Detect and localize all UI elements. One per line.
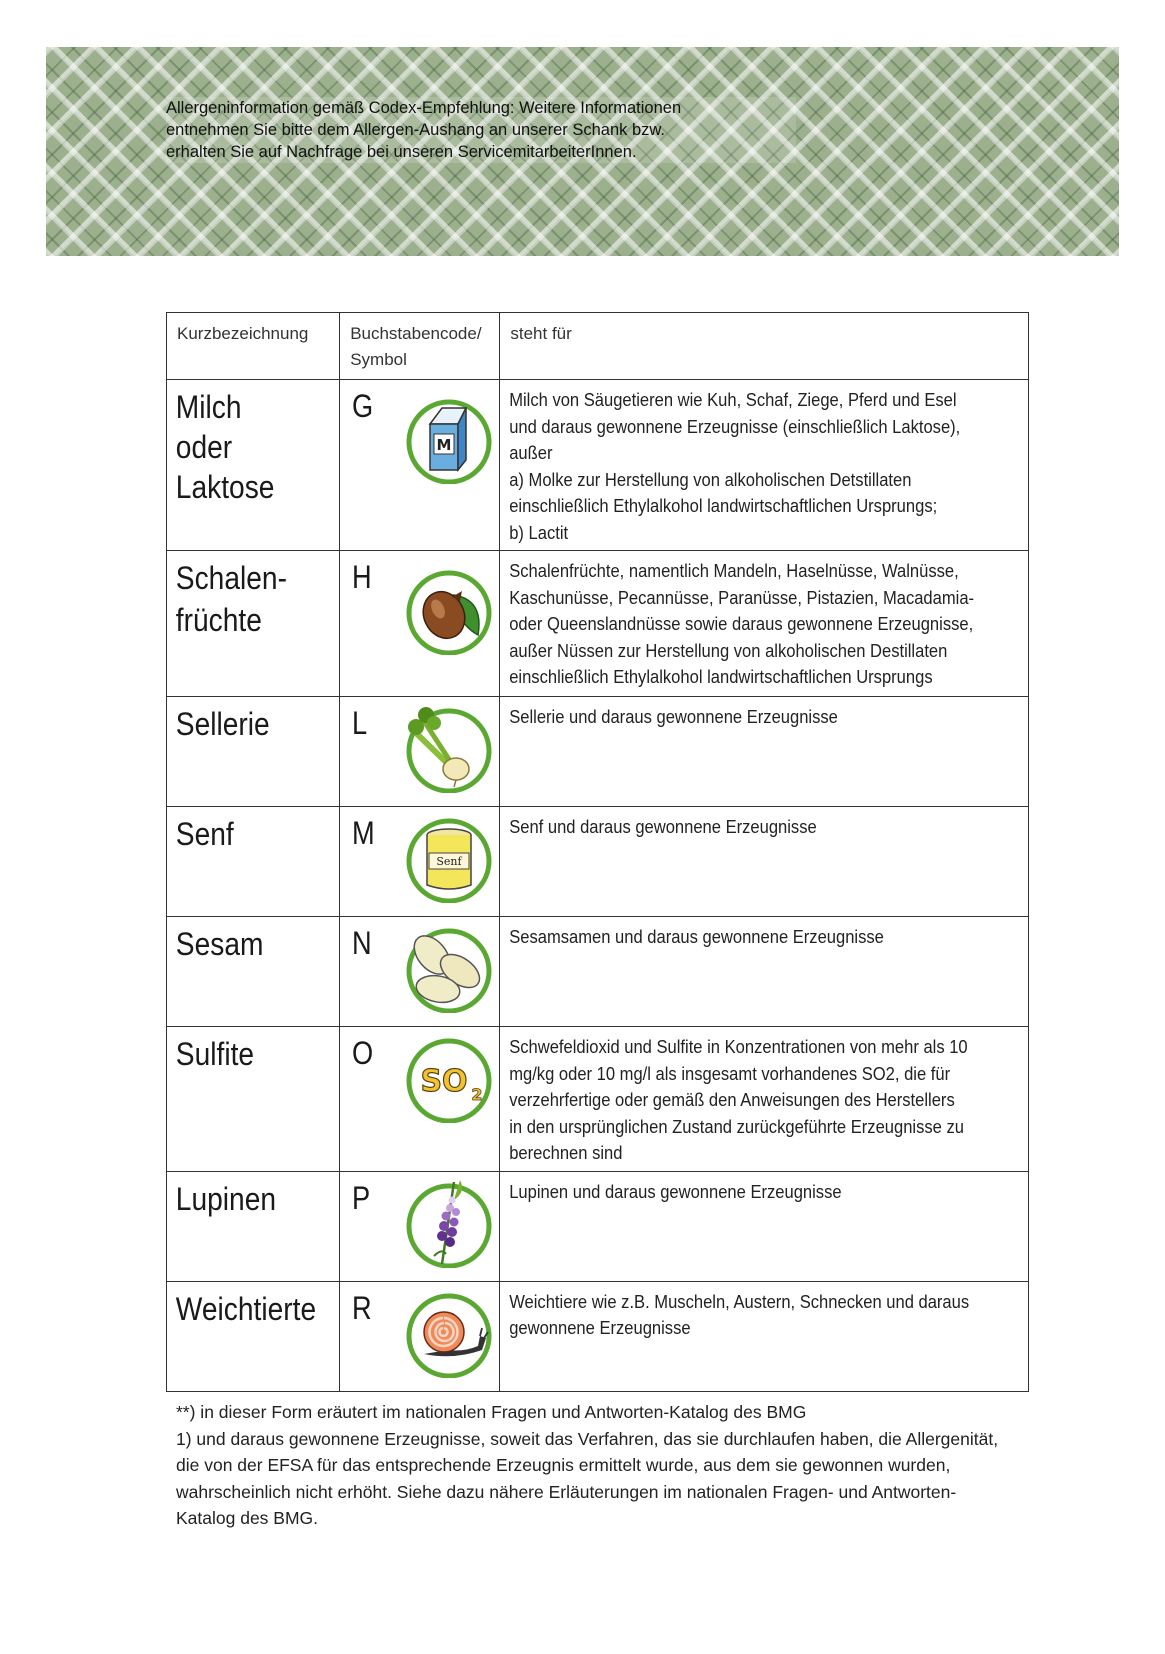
allergen-code-cell xyxy=(340,380,500,551)
celery-icon xyxy=(404,703,494,793)
allergen-name-cell xyxy=(167,697,340,807)
milk-carton-icon xyxy=(404,394,494,484)
snail-icon xyxy=(404,1288,494,1378)
so2-label: SO xyxy=(420,1064,468,1099)
header-kurzbezeichnung: Kurzbezeichnung xyxy=(167,313,340,380)
desc-line: verzehrfertige oder gemäß den Anweisungen des Herstellers xyxy=(509,1090,956,1110)
desc-line: außer Nüssen zur Herstellung von alkoholischen Destillaten xyxy=(509,640,948,661)
allergen-code: H xyxy=(352,559,372,595)
allergen-name: Schalen- xyxy=(175,560,287,596)
hazelnut-icon xyxy=(404,565,494,655)
table-row xyxy=(167,1027,1029,1172)
desc-line: Kaschunüsse, Pecannüsse, Paranüsse, Pistazien, Macadamia- xyxy=(509,587,975,608)
banner-line: Allergeninformation gemäß Codex-Empfehlung: Weitere Informationen xyxy=(166,99,682,117)
allergen-desc-cell xyxy=(500,380,1029,551)
allergen-name: Sellerie xyxy=(175,706,270,742)
desc-line: oder Queenslandnüsse sowie daraus gewonnene Erzeugnisse, xyxy=(509,614,974,634)
desc-line: Milch von Säugetieren wie Kuh, Schaf, Ziege, Pferd und Esel xyxy=(509,390,957,410)
banner-line: erhalten Sie auf Nachfrage bei unseren ServicemitarbeiterInnen. xyxy=(166,143,637,161)
mustard-jar-icon xyxy=(404,813,494,903)
allergen-code-cell xyxy=(340,1027,500,1172)
allergen-desc-cell xyxy=(500,1171,1029,1281)
allergen-desc-cell xyxy=(500,1027,1029,1172)
allergen-name-cell xyxy=(167,807,340,917)
banner-line: entnehmen Sie bitte dem Allergen-Aushang an unserer Schank bzw. xyxy=(166,121,665,139)
allergen-code-cell xyxy=(340,917,500,1027)
desc-line: in den ursprünglichen Zustand zurückgeführte Erzeugnisse zu xyxy=(509,1116,965,1137)
header-steht-fuer: steht für xyxy=(500,313,1029,380)
desc-line: außer xyxy=(509,443,553,463)
footnote-line: 1) und daraus gewonnene Erzeugnisse, soweit das Verfahren, das sie durchlaufen haben, die Allergenität, xyxy=(176,1428,999,1449)
allergen-name: oder xyxy=(175,429,233,465)
footnote-line: **) in dieser Form eräutert im nationalen Fragen und Antworten-Katalog des BMG xyxy=(176,1402,807,1422)
desc-line: Sesamsamen und daraus gewonnene Erzeugnisse xyxy=(509,927,885,947)
allergen-name: Senf xyxy=(175,816,234,852)
allergen-name: Laktose xyxy=(175,469,275,505)
desc-line: einschließlich Ethylalkohol landwirtschaftlichen Ursprungs; xyxy=(509,496,938,516)
allergen-table xyxy=(166,312,1029,1392)
allergen-name: Lupinen xyxy=(175,1180,277,1217)
table-row xyxy=(167,380,1029,551)
header-code: Buchstabencode/ Symbol xyxy=(340,313,500,380)
allergen-desc-cell xyxy=(500,1281,1029,1391)
desc-line: Schwefeldioxid und Sulfite in Konzentrationen von mehr als 10 xyxy=(509,1037,969,1057)
allergen-code: R xyxy=(352,1289,372,1326)
desc-line: Weichtiere wie z.B. Muscheln, Austern, Schnecken und daraus xyxy=(509,1291,970,1312)
desc-line: Lupinen und daraus gewonnene Erzeugnisse xyxy=(509,1181,842,1202)
so2-subscript: 2 xyxy=(471,1085,483,1104)
allergen-code-cell xyxy=(340,697,500,807)
allergen-name: Weichtierte xyxy=(175,1290,317,1327)
allergen-info-text xyxy=(166,97,796,163)
desc-line: einschließlich Ethylalkohol landwirtschaftlichen Ursprungs xyxy=(509,667,933,687)
lupine-flower-icon xyxy=(404,1178,494,1268)
desc-line: berechnen sind xyxy=(509,1143,623,1163)
desc-line: Schalenfrüchte, namentlich Mandeln, Haselnüsse, Walnüsse, xyxy=(509,561,960,581)
header-banner xyxy=(46,47,1119,256)
footnote-line: die von der EFSA für das entsprechende Erzeugnis ermittelt wurde, aus dem sie gewonnen wurden, xyxy=(176,1455,951,1475)
footnote-line: Katalog des BMG. xyxy=(176,1508,319,1528)
allergen-code: N xyxy=(352,925,372,961)
allergen-name-cell xyxy=(167,551,340,697)
allergen-code-cell xyxy=(340,1281,500,1391)
allergen-desc-cell xyxy=(500,917,1029,1027)
desc-line: Senf und daraus gewonnene Erzeugnisse xyxy=(509,817,818,837)
allergen-desc-cell xyxy=(500,551,1029,697)
desc-line: a) Molke zur Herstellung von alkoholischen Detstillaten xyxy=(509,469,912,490)
footnote-line: wahrscheinlich nicht erhöht. Siehe dazu nähere Erläuterungen im nationalen Fragen- und Antworten- xyxy=(176,1481,957,1502)
desc-line: mg/kg oder 10 mg/l als insgesamt vorhandenes SO2, die für xyxy=(509,1063,951,1084)
allergen-name: Sulfite xyxy=(175,1036,255,1072)
milk-letter: M xyxy=(436,436,452,454)
allergen-name-cell xyxy=(167,1171,340,1281)
footnotes xyxy=(176,1399,1036,1532)
allergen-code-cell xyxy=(340,1171,500,1281)
table-row xyxy=(167,1281,1029,1391)
allergen-desc-cell xyxy=(500,697,1029,807)
table-row xyxy=(167,551,1029,697)
desc-line: gewonnene Erzeugnisse xyxy=(509,1318,691,1338)
allergen-name-cell xyxy=(167,1027,340,1172)
desc-line: und daraus gewonnene Erzeugnisse (einschließlich Laktose), xyxy=(509,416,961,437)
so2-icon xyxy=(404,1033,494,1123)
table-row xyxy=(167,697,1029,807)
allergen-desc-cell xyxy=(500,807,1029,917)
table-row xyxy=(167,807,1029,917)
allergen-name-cell xyxy=(167,380,340,551)
table-row xyxy=(167,917,1029,1027)
allergen-name: Sesam xyxy=(175,926,264,962)
table-row xyxy=(167,1171,1029,1281)
allergen-name: Milch xyxy=(175,389,242,425)
allergen-code: M xyxy=(352,815,375,851)
desc-line: b) Lactit xyxy=(509,522,569,543)
allergen-name: früchte xyxy=(175,602,262,638)
allergen-code: L xyxy=(352,705,368,741)
allergen-code: G xyxy=(352,388,374,424)
allergen-name-cell xyxy=(167,1281,340,1391)
senf-label: Senf xyxy=(436,855,462,868)
allergen-code: O xyxy=(352,1035,374,1071)
allergen-code: P xyxy=(352,1179,371,1216)
allergen-name-cell xyxy=(167,917,340,1027)
allergen-code-cell xyxy=(340,551,500,697)
table-header-row xyxy=(167,313,1029,380)
sesame-seeds-icon xyxy=(404,923,494,1013)
allergen-code-cell xyxy=(340,807,500,917)
desc-line: Sellerie und daraus gewonnene Erzeugnisse xyxy=(509,707,839,727)
